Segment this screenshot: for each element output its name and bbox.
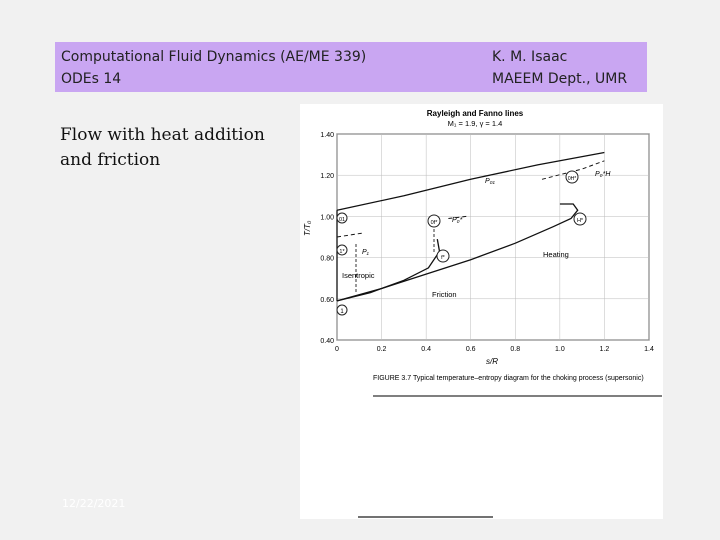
x-tick-label: 1.2	[599, 346, 610, 353]
slide-title-line-1: Flow with heat addition	[60, 125, 265, 145]
grid	[337, 134, 649, 340]
x-tick-label: 0.2	[376, 346, 387, 353]
x-tick-label: 0.6	[465, 346, 476, 353]
p1-label: P₁	[362, 249, 369, 256]
x-tick-label: 1.0	[554, 346, 565, 353]
x-tick-labels	[335, 346, 654, 353]
y-tick-label: 1.00	[320, 214, 334, 222]
series-line-5	[337, 239, 440, 301]
friction-label: Friction	[432, 290, 457, 299]
y-tick-label: 1.40	[320, 132, 334, 139]
y-tick-labels	[320, 132, 334, 345]
y-tick-label: 0.40	[320, 338, 334, 345]
x-tick-label: 0.4	[421, 346, 432, 353]
series-line-3	[337, 233, 364, 237]
y-axis-label: T/T₀	[303, 220, 312, 236]
lecture-number: ODEs 14	[61, 71, 122, 87]
x-tick-label: 0.8	[510, 346, 521, 353]
isentropic-label: Isentropic	[342, 271, 375, 280]
point-0f-label: 0f*	[430, 220, 438, 226]
point-markers	[337, 171, 586, 315]
department: MAEEM Dept., UMR	[492, 71, 628, 87]
figure-caption: FIGURE 3.7 Typical temperature–entropy diagram for the choking process (supersonic)	[373, 375, 644, 382]
figure-subheading: M₁ = 1.9, γ = 1.4	[447, 119, 503, 128]
po-star-label: P₀*	[452, 217, 463, 224]
po-star-h-label: P₀*H	[595, 171, 611, 178]
slide-date: 12/22/2021	[62, 497, 126, 510]
x-tick-label: 1.4	[644, 346, 654, 353]
point-1-label: 1	[340, 309, 344, 315]
heating-label: Heating	[543, 250, 569, 259]
point-0h-label: 0H*	[567, 176, 577, 182]
plot-frame	[337, 134, 649, 340]
course-title: Computational Fluid Dynamics (AE/ME 339)	[61, 49, 367, 65]
po1-label: P₀₁	[485, 178, 495, 185]
figure-heading: Rayleigh and Fanno lines	[426, 109, 524, 118]
ts-diagram-svg	[300, 104, 663, 519]
x-tick-label: 0	[335, 346, 339, 353]
point-1star-label: 1*	[339, 249, 345, 255]
point-f-label: f*	[441, 255, 445, 261]
slide-title	[60, 123, 265, 173]
point-h-label: H*	[576, 218, 584, 224]
x-axis-label: s/R	[486, 357, 498, 366]
point-01-label: 01	[338, 217, 346, 223]
y-tick-label: 1.20	[320, 173, 334, 181]
author-name: K. M. Isaac	[492, 49, 568, 65]
y-tick-label: 0.80	[320, 255, 334, 263]
ts-diagram-figure	[300, 104, 663, 519]
y-tick-label: 0.60	[320, 296, 334, 304]
slide-title-line-2: and friction	[60, 150, 161, 170]
